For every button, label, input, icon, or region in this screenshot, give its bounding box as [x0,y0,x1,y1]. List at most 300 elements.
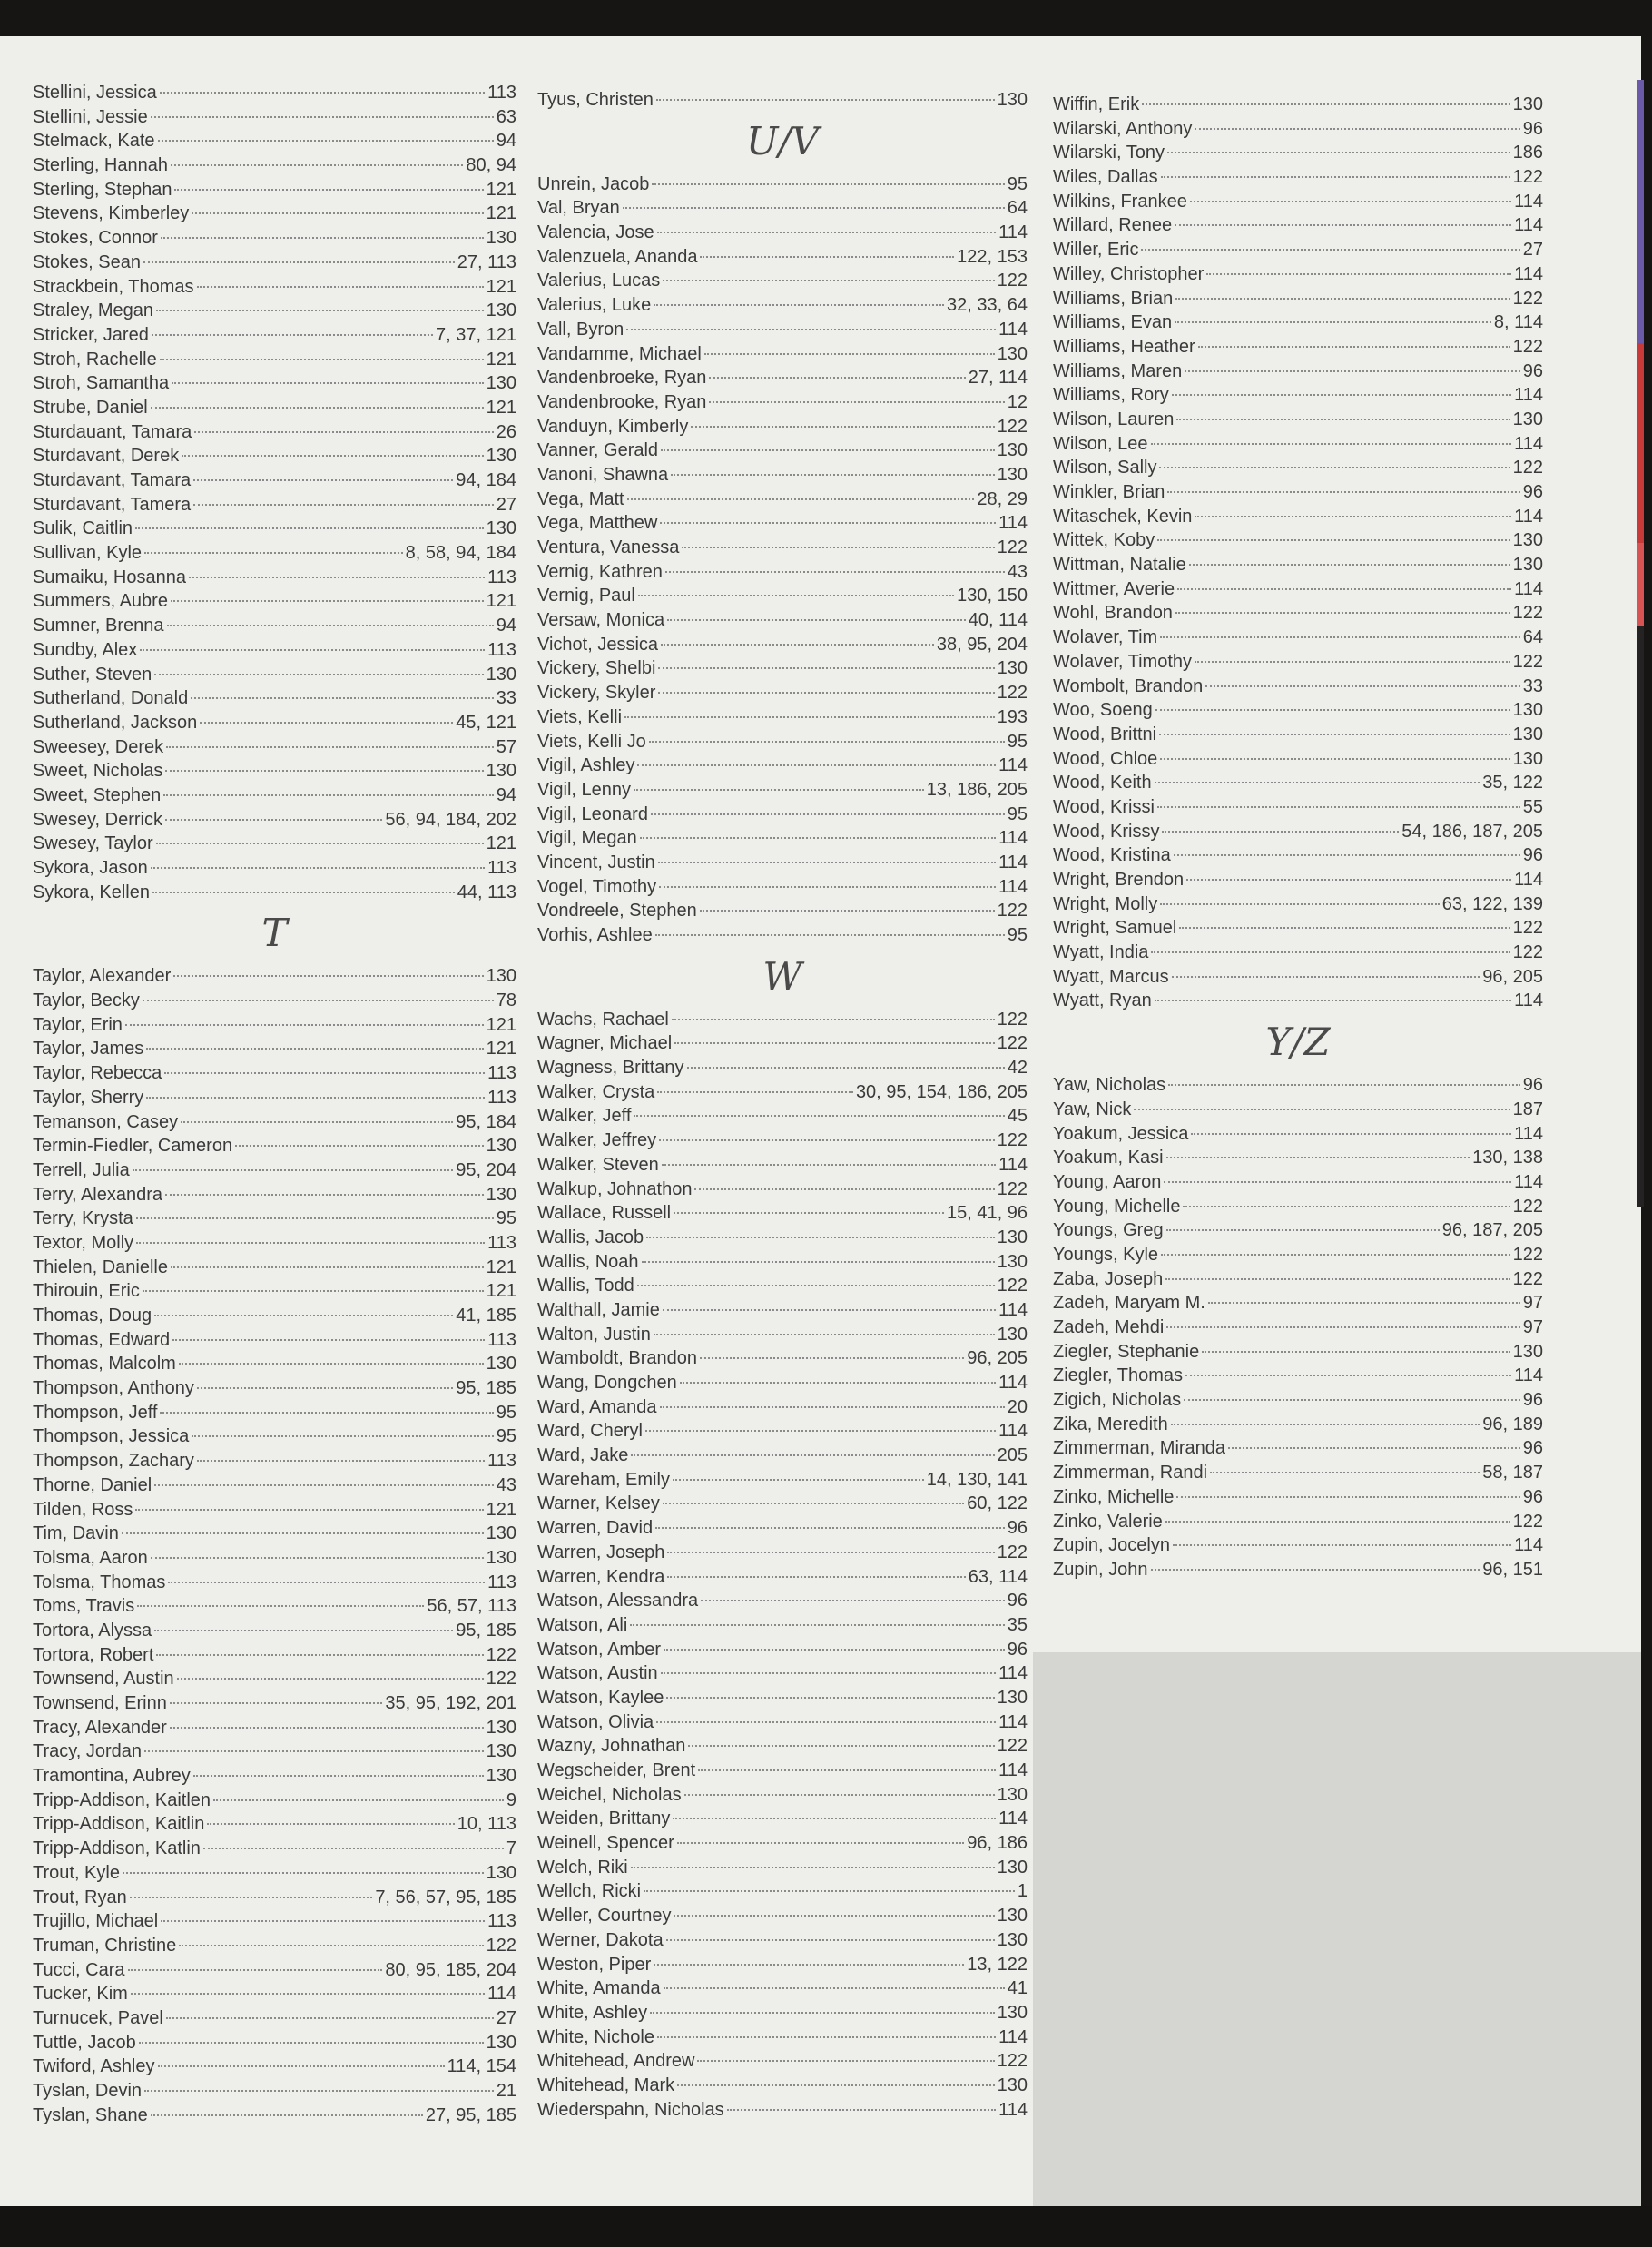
entry-name: Wachs, Rachael [537,1009,669,1030]
dot-leader [642,1245,995,1263]
entry-name: Tripp-Addison, Kaitlen [33,1789,211,1810]
dot-leader [179,1346,484,1365]
entry-pages: 130 [997,1929,1028,1950]
dot-leader [174,172,483,191]
dot-leader [1166,1140,1470,1158]
entry-name: Valerius, Luke [537,295,652,316]
entry-pages: 96, 187, 205 [1441,1220,1543,1241]
scan-bottom-border [0,2206,1652,2247]
entry-name: Tracy, Jordan [33,1741,143,1762]
entry-pages: 114 [1514,990,1543,1011]
dot-leader [1157,523,1509,541]
entry-pages: 94 [496,616,516,636]
entry-name: Sturdauant, Tamara [33,421,192,442]
dot-leader [160,342,484,360]
dot-leader [674,1026,994,1044]
entry-name: White, Amanda [537,1978,661,1999]
entry-pages: 96 [1522,1438,1543,1459]
entry-pages: 130 [1512,409,1543,429]
entry-name: Versaw, Monica [537,610,665,631]
dot-leader [151,2098,423,2116]
dot-leader [700,1341,964,1359]
entry-name: Wallis, Jacob [537,1227,644,1247]
entry-name: Sutherland, Donald [33,688,189,709]
entry-pages: 130 [1512,94,1543,114]
entry-pages: 122 [997,416,1028,437]
dot-leader [158,123,494,142]
dot-leader [1160,620,1520,638]
entry-name: Vogel, Timothy [537,876,657,897]
edge-strip-purple [1637,80,1644,343]
entry-name: Williams, Brian [1053,288,1174,309]
entry-name: Wiles, Dallas [1053,167,1158,188]
entry-pages: 114 [998,513,1028,534]
entry-pages: 113 [487,83,516,103]
dot-leader [197,270,484,288]
entry-pages: 130 [997,1324,1028,1345]
entry-name: Wamboldt, Brandon [537,1348,698,1369]
entry-pages: 130 [997,1784,1028,1805]
entry-name: Sterling, Hannah [33,155,168,176]
entry-pages: 97 [1522,1293,1543,1314]
dot-leader [1174,838,1520,856]
dot-leader [1172,960,1480,978]
entry-name: Vigil, Ashley [537,755,635,776]
entry-pages: 122 [997,1009,1028,1030]
entry-pages: 122 [1512,603,1543,624]
entry-name: Vondreele, Stephen [537,901,697,921]
dot-leader [673,1463,924,1481]
dot-leader [151,100,494,118]
entry-pages: 121 [486,591,516,612]
entry-pages: 114 [998,755,1028,776]
entry-name: Sumaiku, Hosanna [33,567,186,587]
dot-leader [166,2001,494,2019]
entry-pages: 122 [1512,1511,1543,1532]
entry-name: Sturdavant, Derek [33,446,180,467]
entry-pages: 114 [1514,1123,1543,1144]
entry-pages: 121 [486,833,516,854]
entry-name: Wang, Dongchen [537,1373,677,1393]
entry-name: Sumner, Brenna [33,616,164,636]
dot-leader [197,1444,485,1462]
entry-name: Zinko, Valerie [1053,1511,1163,1532]
entry-name: Young, Michelle [1053,1196,1181,1217]
entry-pages: 114 [998,222,1028,243]
dot-leader [1172,378,1511,396]
entry-pages: 122 [1512,336,1543,357]
dot-leader [1195,112,1519,130]
index-entry [33,880,516,904]
entry-name: Youngs, Kyle [1053,1244,1159,1265]
entry-pages: 114 [1514,1171,1543,1192]
dot-leader [143,245,455,263]
dot-leader [1167,475,1519,493]
dot-leader [1171,1407,1480,1425]
entry-name: Whitehead, Mark [537,2075,675,2095]
entry-name: Thomas, Edward [33,1329,171,1350]
entry-pages: 27 [496,2007,516,2028]
dot-leader [701,1583,1005,1601]
dot-leader [631,1438,994,1456]
entry-pages: 95, 184 [456,1111,516,1132]
entry-pages: 122 [1512,167,1543,188]
dot-leader [144,2074,494,2092]
entry-pages: 122 [1512,651,1543,672]
entry-pages: 95, 204 [456,1159,516,1180]
entry-pages: 130 [1512,724,1543,744]
dot-leader [1159,717,1510,735]
dot-leader [152,318,433,336]
entry-pages: 9 [506,1789,516,1810]
entry-pages: 13, 122 [967,1954,1028,1975]
entry-name: Vickery, Skyler [537,683,656,704]
dot-leader [130,1880,373,1898]
entry-pages: 130 [486,1354,516,1375]
dot-leader [1185,1358,1511,1376]
dot-leader [657,215,997,233]
entry-pages: 114 [1514,263,1543,284]
entry-name: Weinell, Spencer [537,1833,674,1854]
entry-pages: 130 [1512,700,1543,721]
entry-name: Wright, Samuel [1053,918,1177,939]
dot-leader [1157,790,1520,808]
entry-pages: 113 [487,1232,516,1253]
entry-name: Tucci, Cara [33,1959,125,1980]
entry-name: Tyslan, Devin [33,2081,143,2101]
entry-pages: 130 [486,301,516,321]
entry-name: Vorhis, Ashlee [537,925,653,945]
entry-name: Wittmer, Averie [1053,578,1175,599]
entry-name: Toms, Travis [33,1596,135,1617]
entry-pages: 113 [487,1087,516,1108]
entry-name: Sullivan, Kyle [33,543,143,564]
entry-name: Sykora, Kellen [33,882,150,902]
dot-leader [649,724,1005,743]
entry-pages: 114, 154 [447,2056,516,2077]
entry-name: Valerius, Lucas [537,271,661,291]
entry-name: Stokes, Connor [33,228,158,249]
dot-leader [654,288,944,306]
edge-strip-red [1637,343,1644,543]
entry-pages: 114 [998,1421,1028,1442]
entry-pages: 35 [1007,1614,1028,1635]
entry-pages: 130 [486,373,516,394]
entry-name: Warren, Kendra [537,1566,665,1587]
dot-leader [656,83,995,101]
dot-leader [197,1371,453,1389]
dot-leader [1160,742,1509,760]
entry-pages: 64 [1522,627,1543,648]
entry-pages: 121 [486,349,516,370]
entry-pages: 114 [998,1808,1028,1829]
entry-pages: 114 [998,2099,1028,2120]
dot-leader [709,360,965,379]
entry-pages: 94, 184 [456,470,516,490]
entry-name: Vega, Matthew [537,513,658,534]
dot-leader [684,1778,995,1796]
entry-pages: 96, 186 [967,1833,1028,1854]
entry-pages: 42 [1007,1058,1028,1079]
dot-leader [1155,693,1510,711]
entry-pages: 122 [1512,1244,1543,1265]
dot-leader [631,1850,995,1868]
entry-pages: 55 [1522,796,1543,817]
entry-name: Vigil, Leonard [537,803,648,824]
dot-leader [191,681,494,699]
entry-name: Taylor, Rebecca [33,1063,162,1084]
dot-leader [666,1923,995,1941]
entry-pages: 121 [486,276,516,297]
entry-name: Townsend, Austin [33,1669,174,1690]
entry-pages: 38, 95, 204 [936,634,1028,655]
entry-pages: 7, 56, 57, 95, 185 [375,1887,516,1907]
entry-name: Tortora, Alyssa [33,1620,152,1641]
entry-pages: 114 [998,1154,1028,1175]
dot-leader [1183,1189,1509,1207]
entry-name: Trout, Kyle [33,1862,120,1883]
entry-name: Watson, Austin [537,1663,658,1684]
entry-name: Vernig, Kathren [537,561,663,582]
dot-leader [682,530,994,548]
entry-name: Terry, Krysta [33,1208,133,1229]
entry-name: Swesey, Taylor [33,833,153,854]
entry-name: Zimmerman, Randi [1053,1463,1208,1483]
dot-leader [136,1226,485,1244]
entry-pages: 114 [998,852,1028,872]
entry-pages: 130 [486,966,516,987]
entry-pages: 96 [1522,118,1543,139]
entry-name: Vandamme, Michael [537,343,702,364]
entry-name: Thomas, Doug [33,1306,152,1326]
index-entry [1053,988,1543,1012]
entry-name: Sweet, Nicholas [33,761,163,782]
dot-leader [672,1002,995,1020]
entry-name: Whitehead, Andrew [537,2051,695,2072]
entry-name: Sturdavant, Tamara [33,470,192,490]
entry-pages: 41, 185 [456,1306,516,1326]
entry-name: Ward, Amanda [537,1396,657,1417]
entry-pages: 96 [1007,1591,1028,1611]
entry-name: Wilarski, Anthony [1053,118,1193,139]
entry-name: Vanduyn, Kimberly [537,416,689,437]
entry-pages: 96, 189 [1482,1414,1543,1434]
entry-pages: 130 [486,2032,516,2053]
entry-pages: 27, 95, 185 [425,2104,516,2125]
dot-leader [1151,935,1509,953]
entry-name: Taylor, James [33,1039,144,1059]
dot-leader [637,1268,995,1286]
dot-leader [1164,1165,1511,1183]
dot-leader [667,1560,965,1578]
entry-pages: 114 [998,1299,1028,1320]
dot-leader [172,1323,485,1341]
dot-leader [1151,427,1512,445]
entry-name: Taylor, Becky [33,990,140,1011]
entry-name: Wohl, Brandon [1053,603,1173,624]
entry-name: Vega, Matt [537,488,624,509]
dot-leader [1186,862,1511,881]
entry-name: Watson, Olivia [537,1711,654,1732]
dot-leader [165,754,483,772]
entry-name: Williams, Evan [1053,312,1173,333]
entry-pages: 43 [496,1474,516,1495]
dot-leader [182,439,483,457]
entry-pages: 122 [486,1669,516,1690]
dot-leader [654,1947,964,1966]
entry-pages: 56, 57, 113 [427,1596,516,1617]
entry-name: Vichot, Jessica [537,634,659,655]
entry-name: Zadeh, Maryam M. [1053,1293,1205,1314]
entry-name: White, Nichole [537,2026,654,2047]
entry-pages: 96 [1522,845,1543,866]
entry-name: Strube, Daniel [33,397,148,418]
page-shadow [1033,1652,1641,2206]
entry-pages: 58, 187 [1482,1463,1543,1483]
entry-pages: 27 [496,494,516,515]
dot-leader [1161,160,1510,178]
dot-leader [658,845,996,863]
entry-pages: 45, 121 [456,712,516,733]
dot-leader [655,1511,1005,1529]
entry-pages: 187 [1512,1099,1543,1119]
entry-name: Vandenbrooke, Ryan [537,391,707,412]
dot-leader [163,778,494,796]
dot-leader [213,1783,504,1801]
entry-name: Suther, Steven [33,664,152,685]
entry-name: Walkup, Johnathon [537,1178,693,1199]
entry-name: Vickery, Shelbi [537,658,656,679]
dot-leader [1185,354,1520,372]
dot-leader [171,1250,484,1268]
entry-pages: 122 [997,1542,1028,1562]
entry-pages: 130 [997,90,1028,110]
dot-leader [151,851,485,869]
entry-name: Weiden, Brittany [537,1808,671,1829]
dot-leader [1151,1552,1480,1571]
dot-leader [1175,208,1511,226]
entry-pages: 96, 205 [967,1348,1028,1369]
dot-leader [694,1172,994,1190]
dot-leader [123,1856,484,1874]
index-entry [537,87,1028,112]
dot-leader [663,263,994,281]
dot-leader [161,1904,485,1922]
dot-leader [171,584,484,602]
entry-pages: 122 [997,1033,1028,1054]
entry-name: Trujillo, Michael [33,1911,159,1932]
entry-pages: 130 [486,664,516,685]
entry-name: Watson, Ali [537,1614,628,1635]
entry-pages: 64 [1007,198,1028,219]
entry-pages: 57 [496,736,516,757]
entry-name: Wolaver, Timothy [1053,651,1193,672]
dot-leader [1175,596,1510,614]
dot-leader [640,821,996,839]
dot-leader [158,2049,445,2067]
entry-pages: 43 [1007,561,1028,582]
entry-pages: 95 [496,1402,516,1423]
entry-pages: 33 [1522,675,1543,696]
entry-name: Vigil, Lenny [537,779,632,800]
entry-name: Viets, Kelli Jo [537,731,646,752]
entry-pages: 113 [487,1063,516,1084]
entry-pages: 114 [998,1373,1028,1393]
entry-pages: 96 [1522,360,1543,381]
dot-leader [203,1831,504,1849]
dot-leader [167,608,494,626]
dot-leader [168,1565,485,1583]
entry-pages: 96 [1522,1390,1543,1411]
dot-leader [143,1274,484,1292]
entry-name: Twiford, Ashley [33,2056,155,2077]
dot-leader [156,293,484,311]
entry-name: Wood, Krissi [1053,796,1155,817]
section-letter: W [762,953,802,999]
dot-leader [662,1148,996,1166]
entry-pages: 114 [1514,215,1543,236]
entry-name: Wiederspahn, Nicholas [537,2099,724,2120]
dot-leader [1159,450,1509,468]
dot-leader [667,603,966,621]
entry-name: Walker, Jeff [537,1106,632,1127]
entry-name: Yoakum, Jessica [1053,1123,1189,1144]
entry-name: Weller, Courtney [537,1906,672,1927]
entry-pages: 130 [486,1523,516,1544]
entry-name: Vanoni, Shawna [537,464,669,485]
entry-name: Thomas, Malcolm [33,1354,176,1375]
entry-name: Walker, Crysta [537,1081,655,1102]
entry-pages: 186 [1512,143,1543,163]
entry-pages: 122 [486,1644,516,1665]
dot-leader [1190,184,1511,202]
entry-name: Tortora, Robert [33,1644,154,1665]
entry-name: Textor, Molly [33,1232,134,1253]
entry-name: Ward, Cheryl [537,1421,643,1442]
entry-pages: 114 [1514,191,1543,212]
dot-leader [667,1535,994,1553]
entry-name: Werner, Dakota [537,1929,664,1950]
entry-name: Valenzuela, Ananda [537,246,698,267]
dot-leader [700,893,995,912]
dot-leader [194,415,493,433]
entry-name: Wallis, Noah [537,1251,639,1272]
entry-name: Wyatt, Marcus [1053,966,1169,987]
entry-pages: 122 [1512,918,1543,939]
entry-name: Tolsma, Aaron [33,1547,148,1568]
entry-pages: 114 [1514,506,1543,527]
dot-leader [661,1656,996,1674]
section-letter: U/V [746,118,819,163]
entry-pages: 63 [496,106,516,127]
entry-name: Ziegler, Thomas [1053,1365,1184,1386]
dot-leader [660,1390,1005,1408]
dot-leader [135,511,484,529]
dot-leader [136,1201,494,1219]
entry-name: Sturdavant, Tamera [33,494,192,515]
entry-name: Tripp-Addison, Katlin [33,1838,201,1859]
entry-pages: 122 [997,271,1028,291]
entry-name: Wilson, Sally [1053,458,1157,478]
entry-pages: 113 [487,567,516,587]
dot-leader [660,506,996,524]
entry-name: Willer, Eric [1053,240,1139,261]
entry-pages: 96 [1007,1639,1028,1660]
dot-leader [645,1414,996,1432]
entry-pages: 80, 94 [466,155,516,176]
entry-name: Wood, Kristina [1053,845,1171,866]
dot-leader [634,1099,1004,1117]
